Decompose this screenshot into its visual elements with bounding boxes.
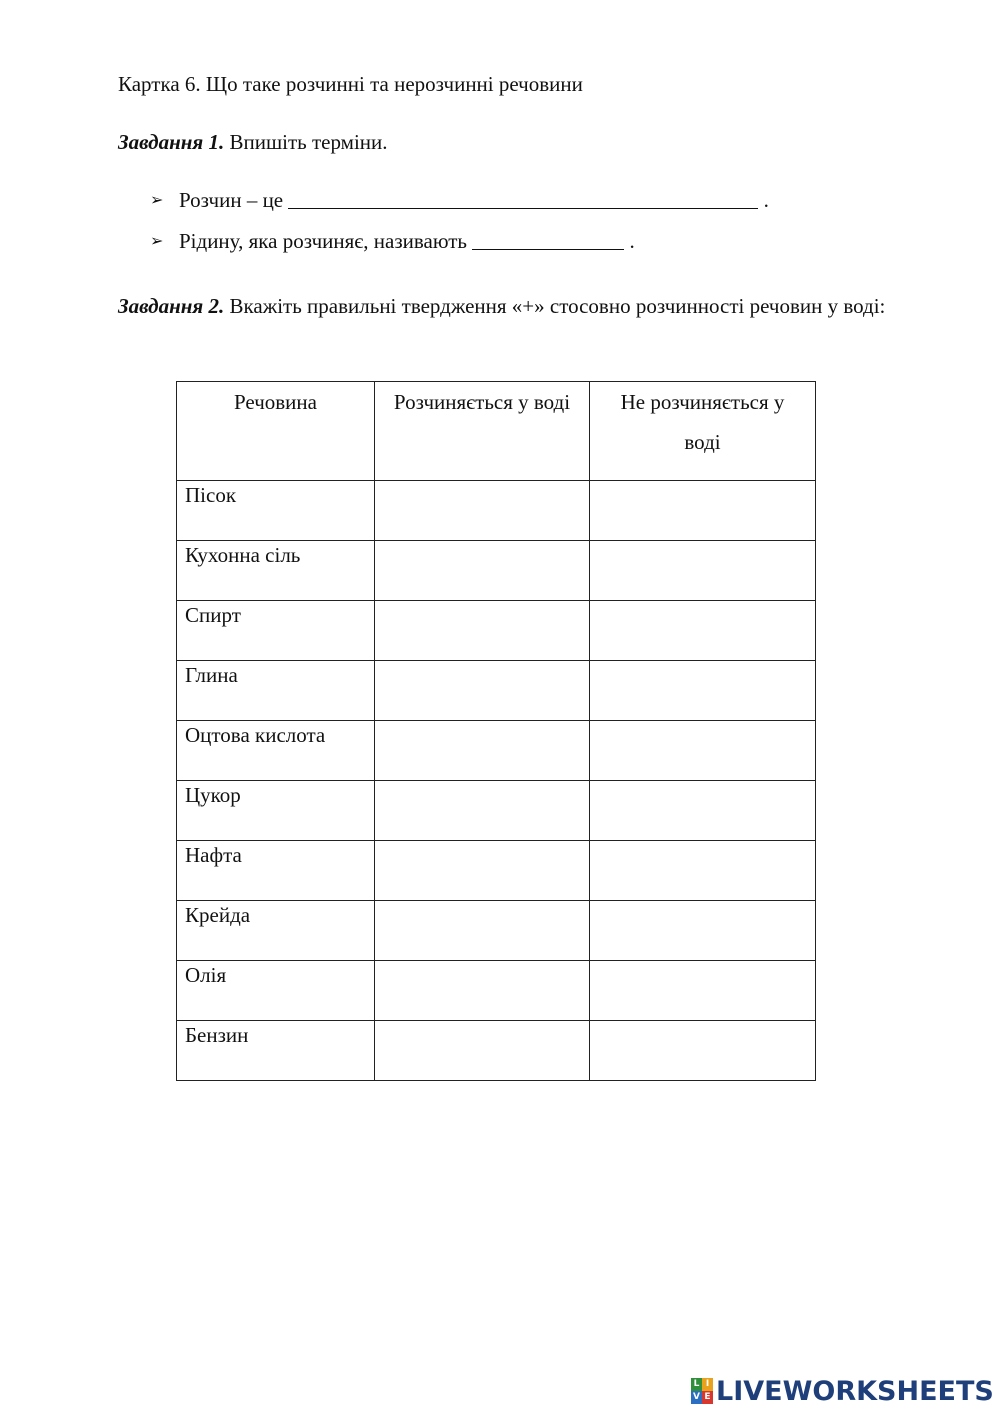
substance-name: Кухонна сіль xyxy=(177,541,375,601)
soluble-answer-cell[interactable] xyxy=(375,1021,590,1081)
soluble-answer-cell[interactable] xyxy=(375,901,590,961)
substance-name: Спирт xyxy=(177,601,375,661)
answer-blank-solution[interactable] xyxy=(288,190,758,209)
task-1-instruction: Впишіть терміни. xyxy=(224,130,388,154)
substance-name: Цукор xyxy=(177,781,375,841)
soluble-answer-cell[interactable] xyxy=(375,661,590,721)
task-1-label: Завдання 1. xyxy=(118,130,225,154)
soluble-answer-cell[interactable] xyxy=(375,601,590,661)
table-row xyxy=(177,1021,816,1081)
insoluble-answer-cell[interactable] xyxy=(590,781,816,841)
substance-name: Нафта xyxy=(177,841,375,901)
insoluble-answer-cell[interactable] xyxy=(590,481,816,541)
arrow-bullet-icon: ➢ xyxy=(150,231,164,250)
table-row xyxy=(177,481,816,541)
header-substance: Речовина xyxy=(177,382,375,481)
item-suffix: . xyxy=(624,229,635,253)
item-prefix: Розчин – це xyxy=(179,188,289,212)
table-row xyxy=(177,901,816,961)
substance-name: Крейда xyxy=(177,901,375,961)
insoluble-answer-cell[interactable] xyxy=(590,721,816,781)
insoluble-answer-cell[interactable] xyxy=(590,901,816,961)
solubility-table xyxy=(176,381,816,1081)
logo-wordmark: LIVEWORKSHEETS xyxy=(716,1375,994,1407)
item-prefix: Рідину, яка розчиняє, називають xyxy=(179,229,473,253)
substance-name: Бензин xyxy=(177,1021,375,1081)
table-row xyxy=(177,841,816,901)
task-2-heading xyxy=(118,286,938,326)
table-row xyxy=(177,601,816,661)
insoluble-answer-cell[interactable] xyxy=(590,541,816,601)
task-1-item-solution xyxy=(150,188,769,213)
substance-name: Оцтова кислота xyxy=(177,721,375,781)
page-title: Картка 6. Що таке розчинні та нерозчинні речовини xyxy=(118,72,583,96)
substance-name: Пісок xyxy=(177,481,375,541)
table-row xyxy=(177,541,816,601)
insoluble-answer-cell[interactable] xyxy=(590,1021,816,1081)
liveworksheets-logo-icon: L I V E xyxy=(691,1378,713,1404)
insoluble-answer-cell[interactable] xyxy=(590,961,816,1021)
header-soluble: Розчиняється у воді xyxy=(375,382,590,481)
soluble-answer-cell[interactable] xyxy=(375,721,590,781)
soluble-answer-cell[interactable] xyxy=(375,541,590,601)
task-1-heading xyxy=(118,130,388,155)
table-header-row xyxy=(177,382,816,481)
soluble-answer-cell[interactable] xyxy=(375,481,590,541)
insoluble-answer-cell[interactable] xyxy=(590,661,816,721)
header-insoluble: Не розчиняється у воді xyxy=(590,382,816,481)
soluble-answer-cell[interactable] xyxy=(375,841,590,901)
item-suffix: . xyxy=(758,188,769,212)
answer-blank-solvent[interactable] xyxy=(472,231,624,250)
task-1-item-solvent xyxy=(150,229,635,254)
table-row xyxy=(177,961,816,1021)
table-row xyxy=(177,661,816,721)
insoluble-answer-cell[interactable] xyxy=(590,601,816,661)
soluble-answer-cell[interactable] xyxy=(375,961,590,1021)
liveworksheets-logo xyxy=(691,1376,994,1406)
soluble-answer-cell[interactable] xyxy=(375,781,590,841)
insoluble-answer-cell[interactable] xyxy=(590,841,816,901)
table-row xyxy=(177,721,816,781)
table-row xyxy=(177,781,816,841)
arrow-bullet-icon: ➢ xyxy=(150,190,164,209)
substance-name: Глина xyxy=(177,661,375,721)
task-2-label: Завдання 2. xyxy=(118,294,225,318)
substance-name: Олія xyxy=(177,961,375,1021)
task-2-instruction: Вкажіть правильні твердження «+» стосовно розчинності речовин у воді: xyxy=(224,294,886,318)
